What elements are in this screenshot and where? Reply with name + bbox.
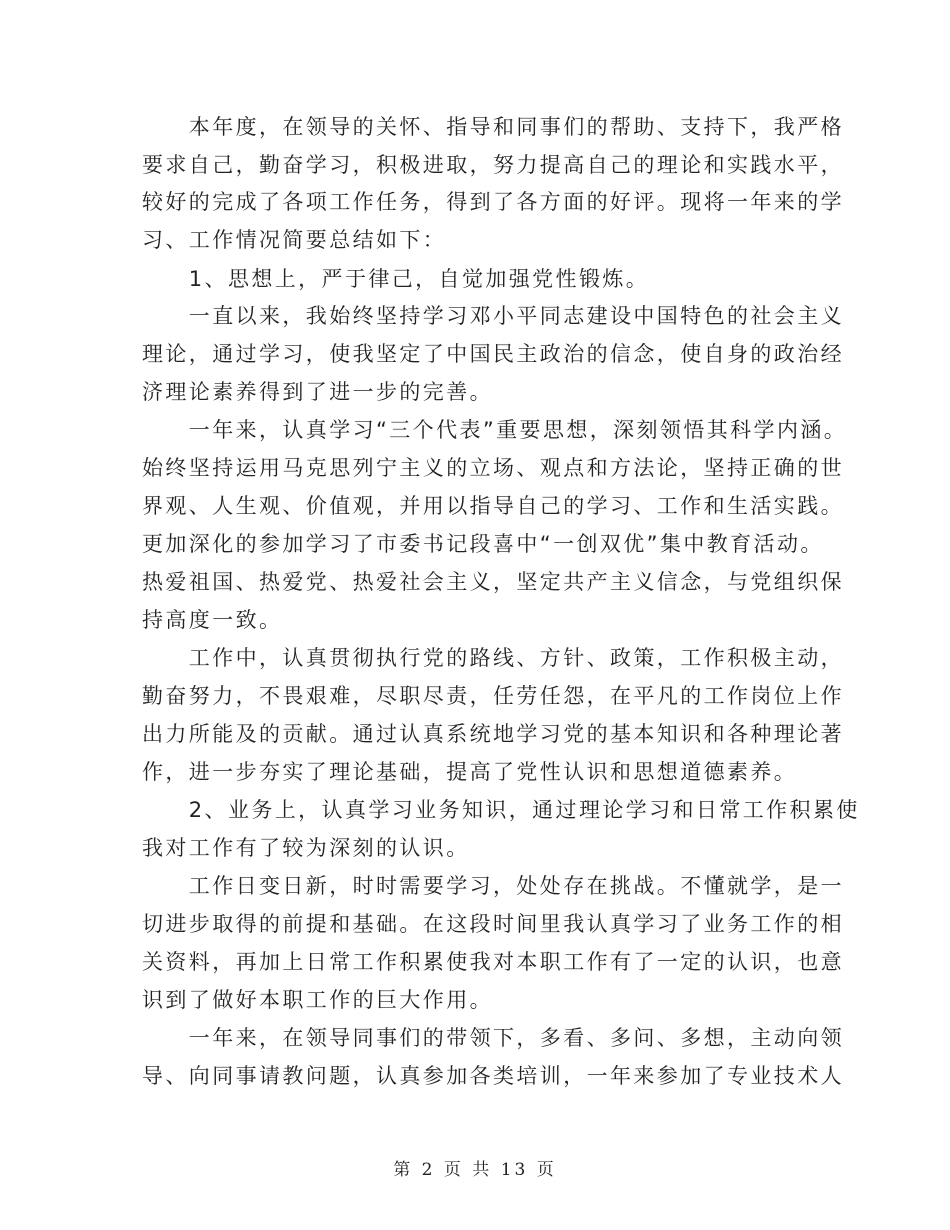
- body-text-line: 识到了做好本职工作的巨大作用。: [142, 988, 493, 1012]
- body-text-line: 较好的完成了各项工作任务，得到了各方面的好评。现将一年来的学: [142, 190, 844, 214]
- body-text-line: 切进步取得的前提和基础。在这段时间里我认真学习了业务工作的相: [142, 912, 844, 936]
- body-text-line: 界观、人生观、价值观，并用以指导自己的学习、工作和生活实践。: [142, 494, 844, 518]
- body-text-line: 热爱祖国、热爱党、热爱社会主义，坚定共产主义信念，与党组织保: [142, 570, 844, 594]
- body-text-line: 我对工作有了较为深刻的认识。: [142, 836, 470, 860]
- body-text-line: 习、工作情况简要总结如下：: [142, 228, 447, 252]
- body-text-line: 济理论素养得到了进一步的完善。: [142, 380, 493, 404]
- body-text-line: 持高度一致。: [142, 608, 283, 632]
- body-text-line: 作，进一步夯实了理论基础，提高了党性认识和思想道德素养。: [142, 760, 798, 784]
- body-text-line: 工作日变日新，时时需要学习，处处存在挑战。不懂就学，是一: [142, 874, 844, 898]
- body-text-line: 更加深化的参加学习了市委书记段喜中“一创双优”集中教育活动。: [142, 532, 824, 556]
- body-text-line: 始终坚持运用马克思列宁主义的立场、观点和方法论，坚持正确的世: [142, 456, 844, 480]
- body-text-line: 本年度，在领导的关怀、指导和同事们的帮助、支持下，我严格: [142, 115, 844, 139]
- body-text-line: 一年来，认真学习“三个代表”重要思想，深刻领悟其科学内涵。: [142, 418, 848, 442]
- body-text-line: 工作中，认真贯彻执行党的路线、方针、政策，工作积极主动，: [142, 646, 844, 670]
- body-text-line: 导、向同事请教问题，认真参加各类培训，一年来参加了专业技术人: [142, 1064, 844, 1088]
- body-text-line: 一直以来，我始终坚持学习邓小平同志建设中国特色的社会主义: [142, 304, 844, 328]
- page-number-footer: 第 2 页 共 13 页: [393, 1160, 557, 1180]
- body-text-line: 一年来，在领导同事们的带领下，多看、多问、多想，主动向领: [142, 1026, 844, 1050]
- section-heading: 2、业务上，认真学习业务知识，通过理论学习和日常工作积累使: [142, 798, 860, 822]
- body-text-line: 勤奋努力，不畏艰难，尽职尽责，任劳任怨，在平凡的工作岗位上作: [142, 684, 844, 708]
- body-text-line: 理论，通过学习，使我坚定了中国民主政治的信念，使自身的政治经: [142, 342, 844, 366]
- body-text-line: 关资料，再加上日常工作积累使我对本职工作有了一定的认识，也意: [142, 950, 844, 974]
- body-text-line: 要求自己，勤奋学习，积极进取，努力提高自己的理论和实践水平，: [142, 153, 844, 177]
- section-heading: 1、思想上，严于律己，自觉加强党性锻炼。: [142, 267, 650, 291]
- body-text-line: 出力所能及的贡献。通过认真系统地学习党的基本知识和各种理论著: [142, 722, 844, 746]
